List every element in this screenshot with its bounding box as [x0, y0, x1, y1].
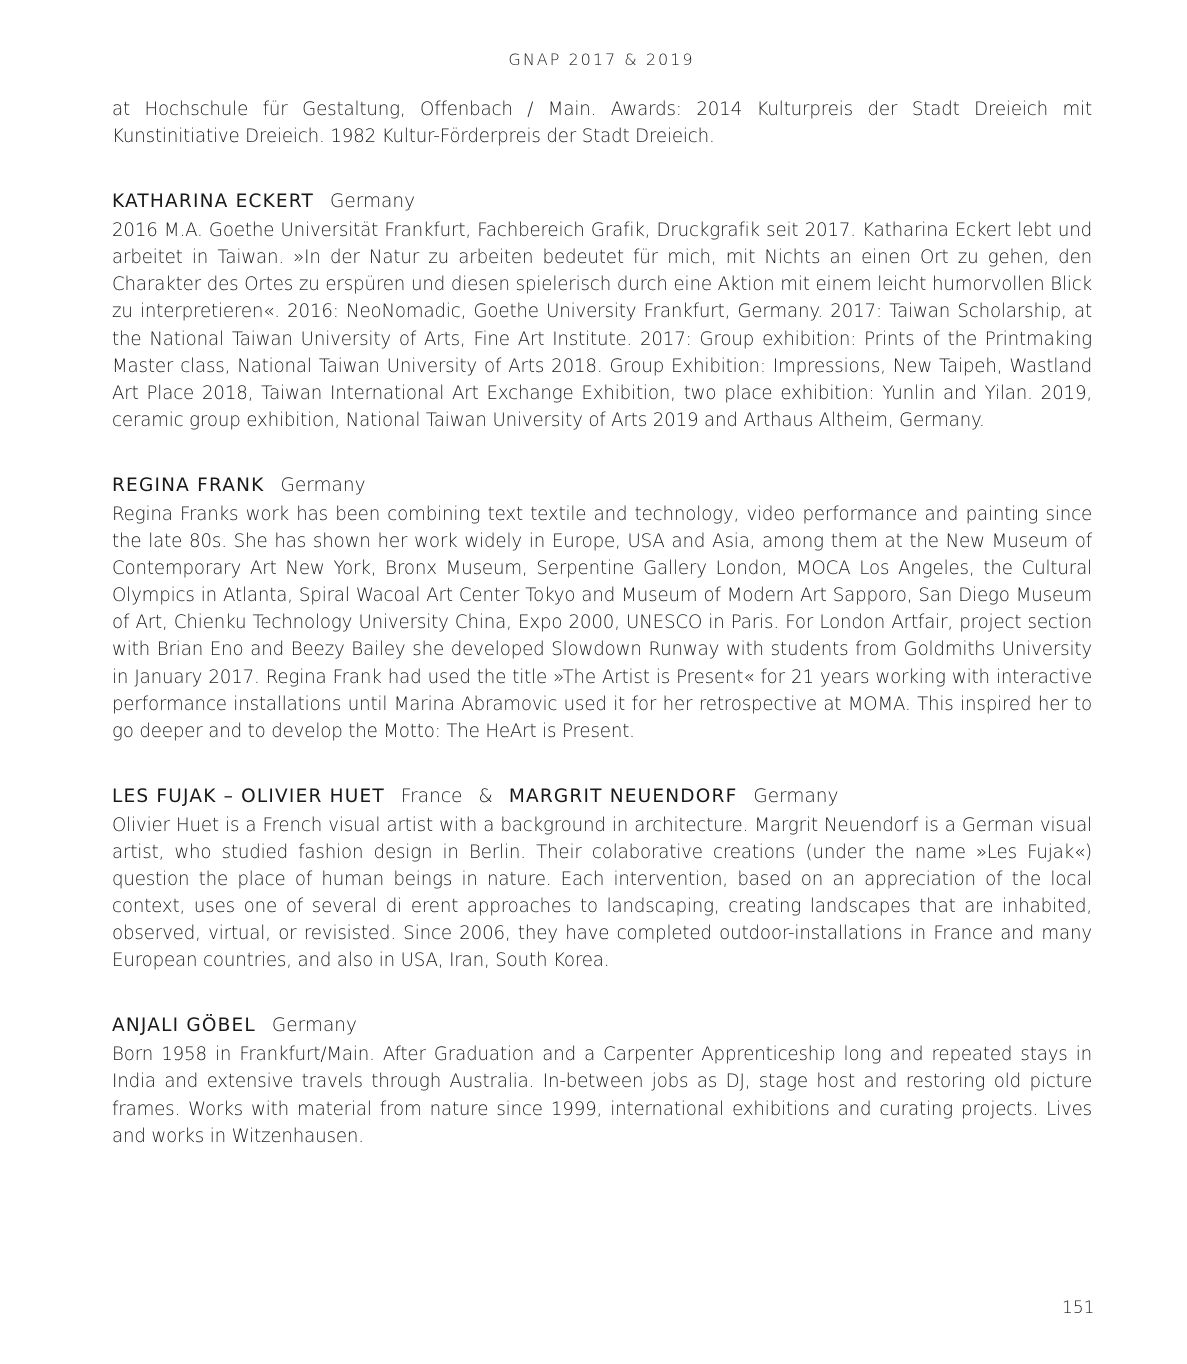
artist-name: LES FUJAK – OLIVIER HUET	[112, 785, 385, 807]
artist-name: ANJALI GÖBEL	[112, 1015, 256, 1037]
artist-country: Germany	[271, 1015, 357, 1037]
artist-heading	[112, 472, 1092, 500]
artist-bio: Born 1958 in Frankfurt/Main. After Graduation and a Carpenter Apprenticeship long and repeated stays in India and extensive travels through Australia. In-between jobs as DJ, stage host and restoring old picture frames. Works with material from nature since 1999, international exhibitions and curating projects. Lives and works in Witzenhausen.	[112, 1044, 1092, 1147]
artist-country: Germany	[330, 191, 416, 213]
artist-heading	[112, 783, 1092, 811]
artist-bio: Regina Franks work has been combining text textile and technology, video performance and painting since the late 80s. She has shown her work widely in Europe, USA and Asia, among them at the New Museum of Contemporary Art New York, Bronx Museum, Serpentine Gallery London, MOCA Los Angeles, the Cultural Olympics in Atlanta, Spiral Wacoal Art Center Tokyo and Museum of Modern Art Sapporo, San Diego Museum of Art, Chienku Technology University China, Expo 2000, UNESCO in Paris. For London Artfair, project section with Brian Eno and Beezy Bailey she developed Slowdown Runway with students from Goldmiths University in January 2017. Regina Frank had used the title »The Artist is Present« for 21 years working with interactive performance installations until Marina Abramovic used it for her retrospective at MOMA. This inspired her to go deeper and to develop the Motto: The HeArt is Present.	[112, 503, 1092, 742]
ampersand: &	[478, 785, 493, 807]
artist-heading	[112, 188, 1092, 216]
artist-entry-goebel	[112, 1012, 1092, 1149]
artist-entry-frank	[112, 472, 1092, 745]
page-number: 151	[1062, 1298, 1095, 1318]
artist-heading	[112, 1012, 1092, 1040]
artist-country: Germany	[280, 474, 366, 496]
artist-name: REGINA FRANK	[112, 474, 265, 496]
artist-name: KATHARINA ECKERT	[112, 191, 315, 213]
artist-country-second: Germany	[753, 785, 839, 807]
artist-entry-eckert	[112, 188, 1092, 434]
artist-bio: 2016 M.A. Goethe Universität Frankfurt, Fachbereich Grafik, Druckgrafik seit 2017. Katharina Eckert lebt und arbeitet in Taiwan. »In der Natur zu arbeiten bedeutet für mich, mit Nichts an einen Ort zu gehen, den Charakter des Ortes zu erspüren und diesen spielerisch durch eine Aktion mit einem leicht humorvollen Blick zu interpretieren«. 2016: NeoNomadic, Goethe University Frankfurt, Germany. 2017: Taiwan Scholarship, at the National Taiwan University of Arts, Fine Art Institute. 2017: Group exhibition: Prints of the Printmaking Master class, National Taiwan University of Arts 2018. Group Exhibition: Impressions, New Taipeh, Wastland Art Place 2018, Taiwan International Art Exchange Exhibition, two place exhibition: Yunlin and Yilan. 2019, ceramic group exhibition, National Taiwan University of Arts 2019 and Arthaus Altheim, Germany.	[112, 220, 1092, 431]
intro-paragraph: at Hochschule für Gestaltung, Offenbach / Main. Awards: 2014 Kulturpreis der Stadt Dreieich mit Kunstinitiative Dreieich. 1982 Kultur-Förderpreis der Stadt Dreieich.	[112, 99, 1092, 148]
artist-name-second: MARGRIT NEUENDORF	[508, 785, 738, 807]
page-body	[112, 96, 1092, 1150]
artist-bio: Olivier Huet is a French visual artist with a background in architecture. Margrit Neuendorf is a German visual artist, who studied fashion design in Berlin. Their colaborative creations (under the name »Les Fujak«) question the place of human beings in nature. Each intervention, based on an appreciation of the local context, uses one of several di erent approaches to landscaping, creating landscapes that are inhabited, observed, virtual, or revisisted. Since 2006, they have completed outdoor-installations in France and many European countries, and also in USA, Iran, South Korea.	[112, 814, 1092, 972]
artist-country: France	[400, 785, 463, 807]
running-header: GNAP 2017 & 2019	[508, 50, 695, 69]
artist-entry-les-fujak	[112, 783, 1092, 975]
